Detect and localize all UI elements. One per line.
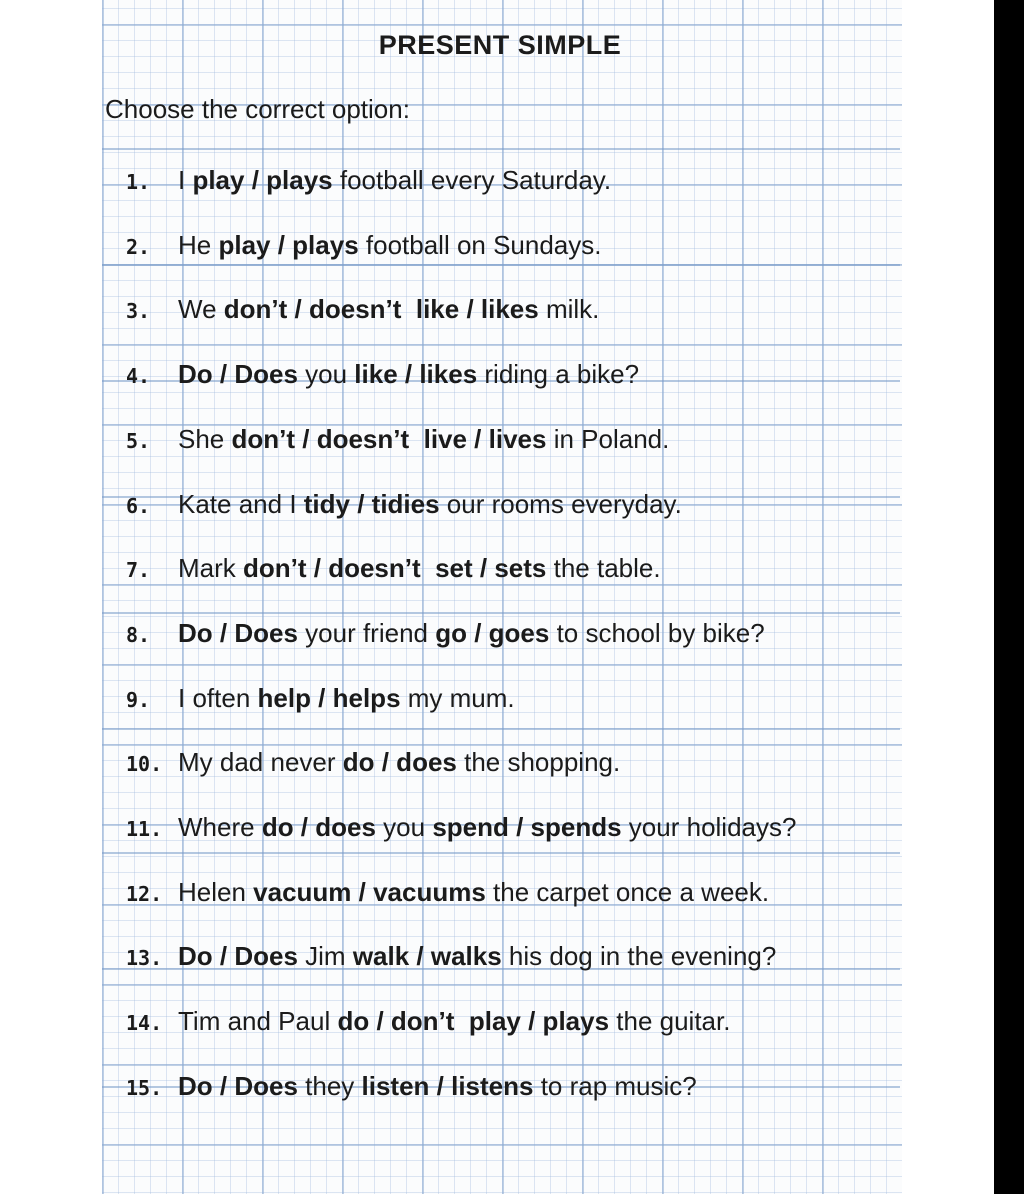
- answer-options: play / plays: [218, 230, 359, 260]
- item-number: 13.: [126, 946, 163, 970]
- answer-options: tidy / tidies: [303, 489, 440, 519]
- sentence-text: the shopping.: [456, 747, 621, 777]
- sentence-text: you: [297, 359, 355, 389]
- answer-options: listen / listens: [361, 1071, 534, 1101]
- answer-options: don’t / doesn’t set / sets: [243, 553, 547, 583]
- answer-options: don’t / doesn’t like / likes: [223, 294, 539, 324]
- sentence-text: to rap music?: [533, 1071, 697, 1101]
- sentence-text: riding a bike?: [477, 359, 640, 389]
- exercise-item: [126, 1003, 730, 1039]
- exercise-item: [126, 356, 639, 392]
- exercise-item: [126, 227, 602, 263]
- sentence-text: She: [178, 424, 232, 454]
- exercise-item: [126, 874, 769, 910]
- answer-options: vacuum / vacuums: [253, 877, 486, 907]
- item-number: 11.: [126, 817, 163, 841]
- answer-options: spend / spends: [432, 812, 622, 842]
- exercise-item: [126, 809, 796, 845]
- item-number: 6.: [126, 494, 151, 518]
- answer-options: don’t / doesn’t live / lives: [231, 424, 547, 454]
- exercise-item: [126, 938, 776, 974]
- rule-line: [102, 264, 900, 266]
- exercise-item: [126, 1068, 697, 1104]
- answer-options: do / don’t play / plays: [337, 1006, 610, 1036]
- sentence-text: football on Sundays.: [358, 230, 602, 260]
- sentence-text: Where: [178, 812, 262, 842]
- item-number: 2.: [126, 235, 151, 259]
- sentence-text: Kate and I: [178, 489, 304, 519]
- worksheet-instruction: Choose the correct option:: [105, 94, 410, 124]
- answer-options: help / helps: [257, 683, 401, 713]
- sentence-text: My dad never: [178, 747, 343, 777]
- answer-options: Do / Does: [178, 359, 298, 389]
- exercise-item: [126, 680, 515, 716]
- sentence-text: I often: [178, 683, 258, 713]
- sentence-text: Mark: [178, 553, 243, 583]
- item-number: 7.: [126, 558, 151, 582]
- sentence-text: your holidays?: [621, 812, 797, 842]
- item-number: 3.: [126, 299, 151, 323]
- rule-line: [102, 612, 900, 614]
- item-number: 9.: [126, 688, 151, 712]
- sentence-text: Tim and Paul: [178, 1006, 338, 1036]
- answer-options: Do / Does: [178, 1071, 298, 1101]
- exercise-item: [126, 486, 682, 522]
- item-number: 14.: [126, 1011, 163, 1035]
- sentence-text: my mum.: [400, 683, 515, 713]
- answer-options: do / does: [342, 747, 457, 777]
- sentence-text: you: [375, 812, 433, 842]
- sentence-text: the carpet once a week.: [485, 877, 770, 907]
- answer-options: do / does: [261, 812, 376, 842]
- sentence-text: the table.: [546, 553, 661, 583]
- item-number: 12.: [126, 882, 163, 906]
- answer-options: go / goes: [435, 618, 550, 648]
- sentence-text: to school by bike?: [549, 618, 765, 648]
- answer-options: play / plays: [192, 165, 333, 195]
- item-number: 15.: [126, 1076, 163, 1100]
- exercise-item: [126, 744, 620, 780]
- sentence-text: the guitar.: [609, 1006, 731, 1036]
- sentence-text: I: [178, 165, 193, 195]
- sentence-text: your friend: [297, 618, 436, 648]
- sentence-text: Jim: [297, 941, 353, 971]
- sentence-text: Helen: [178, 877, 254, 907]
- rule-line: [102, 148, 900, 150]
- item-number: 4.: [126, 364, 151, 388]
- answer-options: Do / Does: [178, 941, 298, 971]
- sentence-text: football every Saturday.: [332, 165, 612, 195]
- answer-options: like / likes: [354, 359, 478, 389]
- sentence-text: He: [178, 230, 219, 260]
- sentence-text: milk.: [538, 294, 600, 324]
- exercise-item: [126, 162, 611, 198]
- rule-line: [102, 728, 900, 730]
- item-number: 10.: [126, 752, 163, 776]
- exercise-item: [126, 615, 765, 651]
- exercise-item: [126, 550, 661, 586]
- exercise-item: [126, 421, 669, 457]
- rule-line: [102, 852, 900, 854]
- answer-options: Do / Does: [178, 618, 298, 648]
- item-number: 1.: [126, 170, 151, 194]
- sentence-text: they: [297, 1071, 362, 1101]
- exercise-item: [126, 291, 599, 327]
- sentence-text: our rooms everyday.: [439, 489, 682, 519]
- worksheet-title: PRESENT SIMPLE: [378, 30, 622, 60]
- sentence-text: We: [178, 294, 224, 324]
- item-number: 5.: [126, 429, 151, 453]
- sentence-text: in Poland.: [546, 424, 670, 454]
- sentence-text: his dog in the evening?: [501, 941, 777, 971]
- item-number: 8.: [126, 623, 151, 647]
- answer-options: walk / walks: [352, 941, 502, 971]
